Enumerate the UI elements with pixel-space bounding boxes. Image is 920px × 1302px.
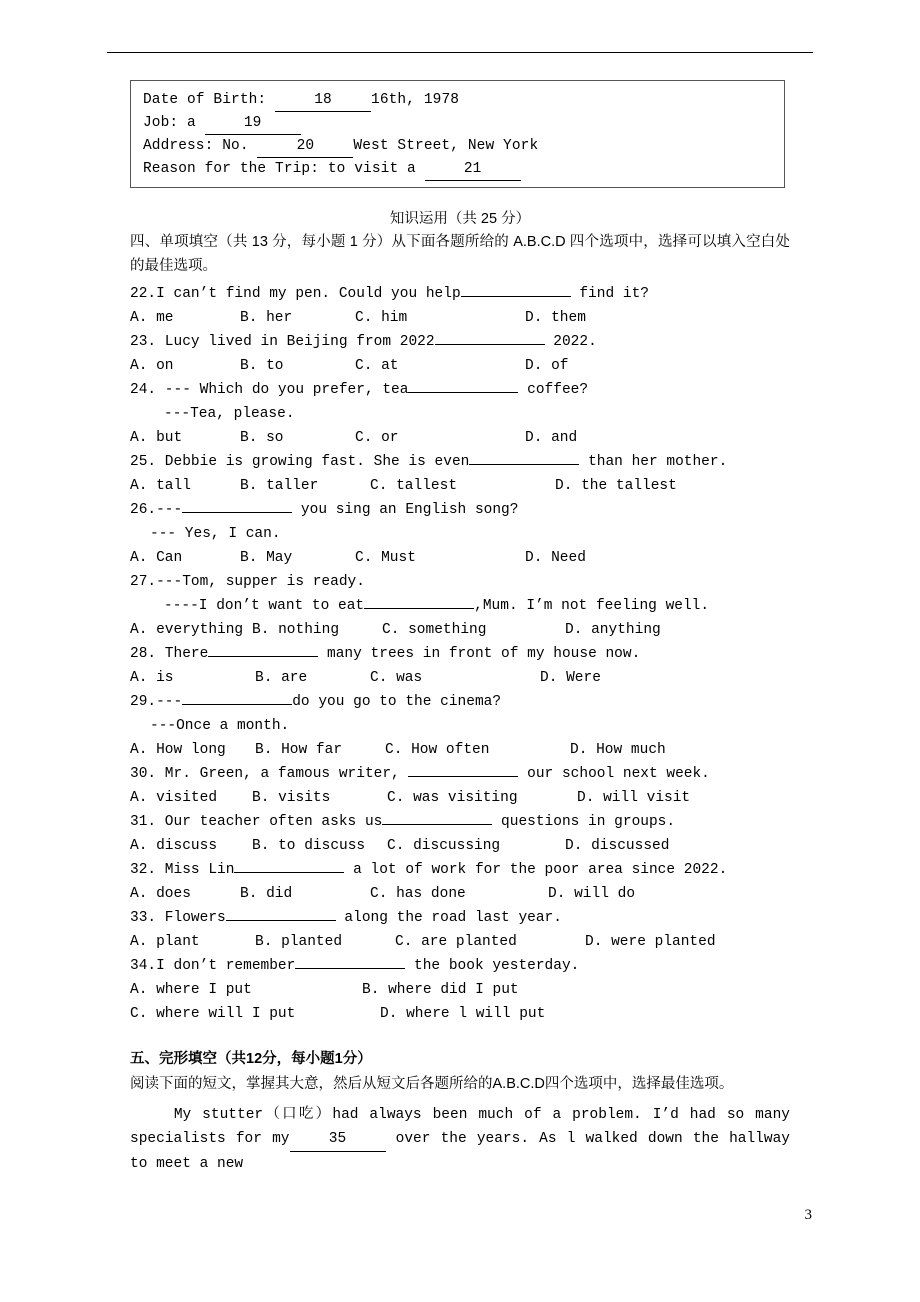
- question-23-stem: [130, 330, 790, 354]
- q32-blank[interactable]: [234, 872, 344, 873]
- q32-option-d[interactable]: D. will do: [548, 886, 636, 902]
- q31-stem-pre: 31. Our teacher often asks us: [130, 814, 383, 830]
- q33-stem-post: along the road last year.: [344, 910, 562, 926]
- q33-option-a[interactable]: A. plant: [130, 934, 200, 950]
- q23-option-a[interactable]: A. on: [130, 358, 174, 374]
- question-22-options: [130, 306, 790, 330]
- q31-blank[interactable]: [382, 824, 492, 825]
- q33-blank[interactable]: [226, 920, 336, 921]
- q31-option-b[interactable]: B. to discuss: [252, 838, 366, 854]
- question-24-sub: ---Tea, please.: [164, 406, 295, 422]
- q28-option-c[interactable]: C. was: [370, 670, 423, 686]
- q33-option-c[interactable]: C. are planted: [395, 934, 517, 950]
- q28-stem-post: many trees in front of my house now.: [327, 646, 641, 662]
- q32-stem-post: a lot of work for the poor area since 2022.: [353, 862, 728, 878]
- q25-option-a[interactable]: A. tall: [130, 478, 191, 494]
- q30-stem-pre: 30. Mr. Green, a famous writer,: [130, 766, 400, 782]
- section5-intro: 阅读下面的短文，掌握其大意，然后从短文后各题所给的A.B.C.D四个选项中，选择最佳选项。: [130, 1076, 734, 1092]
- q27-option-a[interactable]: A. everything: [130, 622, 244, 638]
- q26-option-a[interactable]: A. Can: [130, 550, 183, 566]
- q28-option-a[interactable]: A. is: [130, 670, 174, 686]
- form-line-dob: [143, 89, 772, 112]
- q22-option-c[interactable]: C. him: [355, 310, 408, 326]
- form-post-address: West Street, New York: [353, 138, 539, 154]
- q22-stem-pre: 22.I can’t find my pen. Could you help: [130, 286, 461, 302]
- q34-stem-pre: 34.I don’t remember: [130, 958, 296, 974]
- q24-stem-post: coffee?: [527, 382, 589, 398]
- q25-stem-post: than her mother.: [588, 454, 728, 470]
- question-23-options: [130, 354, 790, 378]
- q25-stem-pre: 25. Debbie is growing fast. She is even: [130, 454, 470, 470]
- q28-option-b[interactable]: B. are: [255, 670, 308, 686]
- q26-stem-pre: 26.---: [130, 502, 183, 518]
- q34-blank[interactable]: [295, 968, 405, 969]
- question-27-stem: 27.---Tom, supper is ready.: [130, 574, 365, 590]
- q24-option-b[interactable]: B. so: [240, 430, 284, 446]
- q25-option-b[interactable]: B. taller: [240, 478, 319, 494]
- q27-option-d[interactable]: D. anything: [565, 622, 661, 638]
- q31-option-a[interactable]: A. discuss: [130, 838, 218, 854]
- q24-option-d[interactable]: D. and: [525, 430, 578, 446]
- question-34-options-row2: [130, 1002, 790, 1026]
- q27-blank[interactable]: [364, 608, 474, 609]
- form-info-box: [130, 80, 785, 188]
- form-label-reason: Reason for the Trip: to visit a: [143, 161, 425, 177]
- q24-blank[interactable]: [408, 392, 518, 393]
- question-34-stem: [130, 954, 790, 978]
- main-content: [130, 205, 799, 1176]
- q29-stem-pre: 29.---: [130, 694, 183, 710]
- q27-option-b[interactable]: B. nothing: [252, 622, 340, 638]
- q28-stem-pre: 28. There: [130, 646, 209, 662]
- page-number: 3: [804, 1207, 812, 1223]
- q27-sub-pre: ----I don’t want to eat: [164, 598, 365, 614]
- q31-stem-post: questions in groups.: [501, 814, 676, 830]
- q24-stem-pre: 24. --- Which do you prefer, tea: [130, 382, 409, 398]
- q30-stem-post: our school next week.: [527, 766, 710, 782]
- question-26-sub: --- Yes, I can.: [150, 526, 281, 542]
- question-24-options: [130, 426, 790, 450]
- q32-option-c[interactable]: C. has done: [370, 886, 466, 902]
- q25-blank[interactable]: [469, 464, 579, 465]
- q32-stem-pre: 32. Miss Lin: [130, 862, 235, 878]
- q26-option-c[interactable]: C. Must: [355, 550, 416, 566]
- q32-option-a[interactable]: A. does: [130, 886, 191, 902]
- section5: [130, 1046, 799, 1176]
- section4-intro: 四、单项填空（共 13 分，每小题 1 分）从下面各题所给的 A.B.C.D 四个选项中，选择可以填入空白处的最佳选项。: [130, 234, 790, 274]
- q29-stem-post: do you go to the cinema?: [292, 694, 502, 710]
- q34-option-a[interactable]: A. where I put: [130, 982, 252, 998]
- q34-option-c[interactable]: C. where will I put: [130, 1006, 296, 1022]
- blank-19[interactable]: 19: [205, 112, 301, 135]
- question-30-stem: [130, 762, 790, 786]
- q24-option-c[interactable]: C. or: [355, 430, 399, 446]
- blank-18[interactable]: 18: [275, 89, 371, 112]
- q29-option-d[interactable]: D. How much: [570, 742, 666, 758]
- question-34-options-row1: [130, 978, 790, 1002]
- passage-post: over the years. As l walked down the hallway to meet a new: [130, 1131, 799, 1172]
- q30-option-c[interactable]: C. was visiting: [387, 790, 518, 806]
- q31-option-d[interactable]: D. discussed: [565, 838, 670, 854]
- question-30-options: [130, 786, 790, 810]
- q27-option-c[interactable]: C. something: [382, 622, 487, 638]
- passage-pre: My stutter（口吃）had always been much of a problem. I’d had so many specialists for my: [130, 1107, 799, 1147]
- q26-option-b[interactable]: B. May: [240, 550, 293, 566]
- question-32-options: [130, 882, 790, 906]
- q25-option-c[interactable]: C. tallest: [370, 478, 458, 494]
- q29-option-c[interactable]: C. How often: [385, 742, 490, 758]
- q25-option-d[interactable]: D. the tallest: [555, 478, 677, 494]
- question-33-options: [130, 930, 790, 954]
- question-22-stem: [130, 282, 790, 306]
- q23-blank[interactable]: [435, 344, 545, 345]
- q34-stem-post: the book yesterday.: [414, 958, 580, 974]
- question-29-options: [130, 738, 790, 762]
- q32-option-b[interactable]: B. did: [240, 886, 293, 902]
- section-heading: 知识运用（共 25 分）: [389, 211, 531, 227]
- q23-option-c[interactable]: C. at: [355, 358, 399, 374]
- q22-option-a[interactable]: A. me: [130, 310, 174, 326]
- cloze-passage: [130, 1103, 799, 1176]
- section5-title: 五、完形填空（共12分，每小题1分）: [130, 1051, 372, 1067]
- q24-option-a[interactable]: A. but: [130, 430, 183, 446]
- q33-option-d[interactable]: D. were planted: [585, 934, 716, 950]
- q33-option-b[interactable]: B. planted: [255, 934, 343, 950]
- q30-option-b[interactable]: B. visits: [252, 790, 331, 806]
- question-25-stem: [130, 450, 790, 474]
- question-31-stem: [130, 810, 790, 834]
- q31-option-c[interactable]: C. discussing: [387, 838, 501, 854]
- form-line-reason: [143, 158, 772, 181]
- question-32-stem: [130, 858, 790, 882]
- question-33-stem: [130, 906, 790, 930]
- form-post-dob: 16th, 1978: [371, 92, 460, 108]
- q26-option-d[interactable]: D. Need: [525, 550, 586, 566]
- q27-sub-post: ,Mum. I’m not feeling well.: [474, 598, 710, 614]
- question-26-options: [130, 546, 790, 570]
- question-25-options: [130, 474, 790, 498]
- q34-option-b[interactable]: B. where did I put: [362, 982, 519, 998]
- q23-stem-post: 2022.: [553, 334, 597, 350]
- q22-option-b[interactable]: B. her: [240, 310, 293, 326]
- q22-stem-post: find it?: [579, 286, 649, 302]
- form-label-dob: Date of Birth:: [143, 92, 276, 108]
- question-29-stem: [130, 690, 790, 714]
- q34-option-d[interactable]: D. where l will put: [380, 1006, 546, 1022]
- question-29-sub: ---Once a month.: [150, 718, 290, 734]
- header-rule: [107, 52, 813, 53]
- question-26-stem: [130, 498, 790, 522]
- q23-stem-pre: 23. Lucy lived in Beijing from 2022: [130, 334, 435, 350]
- q30-blank[interactable]: [408, 776, 518, 777]
- blank-21[interactable]: 21: [425, 158, 521, 181]
- q26-stem-post: you sing an English song?: [300, 502, 519, 518]
- q26-blank[interactable]: [182, 512, 292, 513]
- question-31-options: [130, 834, 790, 858]
- q29-blank[interactable]: [182, 704, 292, 705]
- form-line-address: [143, 135, 772, 158]
- q29-option-b[interactable]: B. How far: [255, 742, 343, 758]
- q30-option-d[interactable]: D. will visit: [577, 790, 691, 806]
- blank-20[interactable]: 20: [257, 135, 353, 158]
- question-27-sub: [130, 594, 790, 618]
- q28-option-d[interactable]: D. Were: [540, 670, 601, 686]
- form-label-job: Job: a: [143, 115, 205, 131]
- q22-option-d[interactable]: D. them: [525, 310, 586, 326]
- blank-35[interactable]: 35: [290, 1127, 386, 1152]
- q28-blank[interactable]: [208, 656, 318, 657]
- q22-blank[interactable]: [461, 296, 571, 297]
- q29-option-a[interactable]: A. How long: [130, 742, 226, 758]
- form-label-address: Address: No.: [143, 138, 258, 154]
- form-line-job: [143, 112, 772, 135]
- question-27-options: [130, 618, 790, 642]
- q33-stem-pre: 33. Flowers: [130, 910, 226, 926]
- q23-option-b[interactable]: B. to: [240, 358, 284, 374]
- q30-option-a[interactable]: A. visited: [130, 790, 218, 806]
- question-24-stem: [130, 378, 790, 402]
- q23-option-d[interactable]: D. of: [525, 358, 569, 374]
- question-28-stem: [130, 642, 790, 666]
- question-28-options: [130, 666, 790, 690]
